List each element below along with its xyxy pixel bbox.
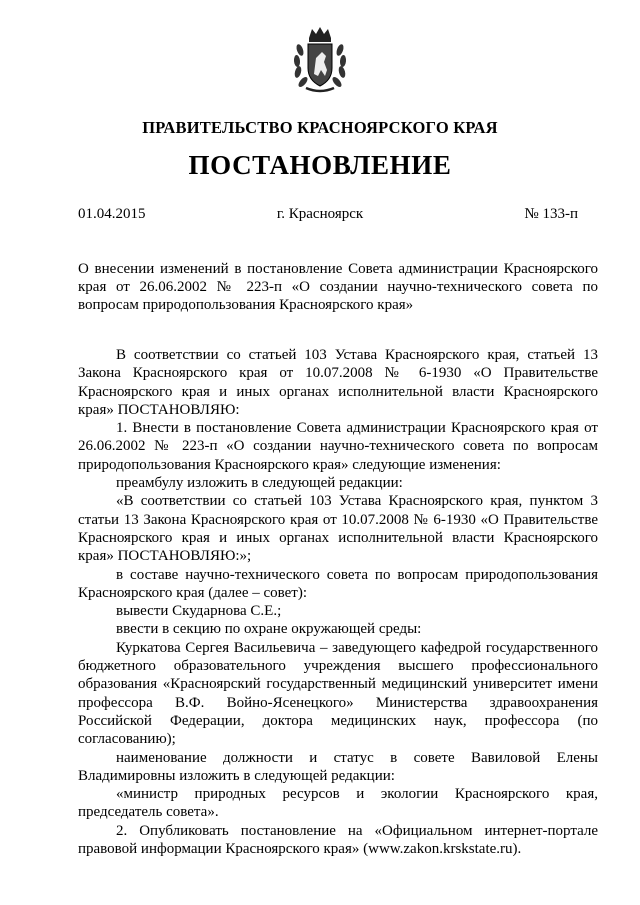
paragraph: 1. Внести в постановление Совета администрации Красноярского края от 26.06.2002 № 223-п «О создании научно-технического совета по вопросам природопользования Красноярского края» следующие изменения: — [78, 420, 598, 473]
paragraph: наименование должности и статус в совете Вавиловой Елены Владимировны изложить в следующей редакции: — [78, 749, 598, 784]
document-subject: О внесении изменений в постановление Совета администрации Красноярского края от 26.06.2002 № 223-п «О создании научно-технического совета по вопросам природопользования Красноярского края» — [78, 261, 598, 313]
paragraph: «В соответствии со статьей 103 Устава Красноярского края, пунктом 3 статьи 13 Закона Красноярского края от 10.07.2008 № 6-1930 «О Правительстве Красноярского края и иных органах исполнительной власти Красноярского края» ПОСТАНОВЛЯЮ:»; — [78, 493, 598, 565]
organization-title: ПРАВИТЕЛЬСТВО КРАСНОЯРСКОГО КРАЯ — [142, 118, 498, 137]
paragraph: «министр природных ресурсов и экологии Красноярского края, председатель совета». — [78, 786, 598, 821]
document-date: 01.04.2015 — [78, 206, 146, 222]
paragraph: 2. Опубликовать постановление на «Официальном интернет-портале правовой информации Красноярского края» (www.zakon.krskstate.ru). — [78, 822, 598, 858]
document-type-title: ПОСТАНОВЛЕНИЕ — [188, 150, 452, 180]
paragraph: В соответствии со статьей 103 Устава Красноярского края, статьей 13 Закона Красноярского края от 10.07.2008 № 6-1930 «О Правительстве Красноярского края и иных органах исполнительной власти Красноярского края» ПОСТАНОВЛЯЮ: — [78, 347, 598, 418]
paragraph: ввести в секцию по охране окружающей среды: — [116, 621, 422, 638]
document-city: г. Красноярск — [276, 206, 364, 222]
document-body — [78, 346, 598, 858]
paragraph: преамбулу изложить в следующей редакции: — [116, 475, 403, 492]
paragraph: вывести Скударнова С.Е.; — [116, 603, 282, 620]
document-number: № 133-п — [524, 206, 578, 222]
coat-of-arms-emblem — [292, 24, 348, 94]
paragraph: в составе научно-технического совета по вопросам природопользования Красноярского края (далее – совет): — [78, 566, 598, 601]
paragraph: Куркатова Сергея Васильевича – заведующего кафедрой государственного бюджетного образовательного учреждения высшего профессионального образования «Красноярский государственный медицинский университет имени профессора В.Ф. Войно-Ясенецкого» Министерства здравоохранения Российской Федерации, доктора медицинских наук, профессора (по согласованию); — [78, 639, 598, 748]
